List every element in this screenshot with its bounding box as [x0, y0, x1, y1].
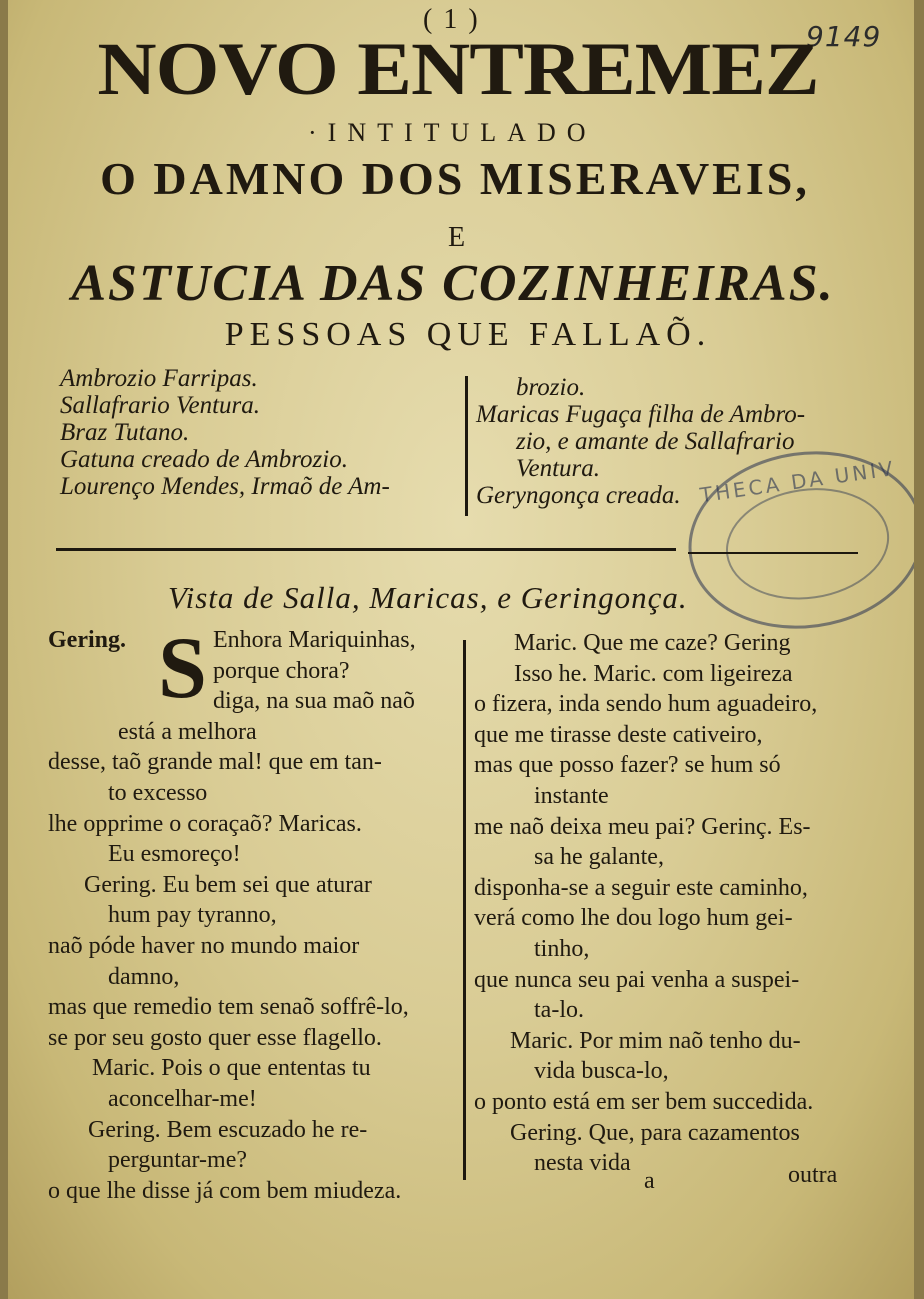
section-rule — [56, 548, 676, 551]
title-conjunction: E — [448, 222, 466, 253]
right-column — [474, 628, 874, 1179]
verse-line: Eu esmoreço! — [108, 841, 241, 868]
verse-line: desse, taõ grande mal! que em tan- — [48, 749, 382, 776]
verse-line: Maric. Por mim naõ tenho du- — [510, 1027, 801, 1054]
cast-item: Geryngonça creada. — [476, 482, 681, 509]
verse-line: Gering. Que, para cazamentos — [510, 1119, 800, 1146]
verse-line: está a melhora — [118, 718, 257, 745]
verse-line: Gering. Eu bem sei que aturar — [84, 871, 372, 898]
title-line2: O DAMNO DOS MISERAVEIS, — [100, 153, 810, 204]
verse-line: Maric. Pois o que ententas tu — [92, 1055, 371, 1082]
verse-line: mas que posso fazer? se hum só — [474, 752, 781, 779]
verse-line: o ponto está em ser bem succedida. — [474, 1088, 814, 1115]
cast-item: Maricas Fugaça filha de Ambro- — [476, 401, 806, 428]
cast-item: zio, e amante de Sallafrario — [516, 428, 795, 455]
verse-line: verá como lhe dou logo hum gei- — [474, 905, 793, 932]
first-speaker: Gering. — [48, 627, 126, 653]
verse-line: porque chora? — [212, 657, 350, 684]
cast-item: Ambrozio Farripas. — [60, 365, 258, 392]
column-divider — [463, 640, 466, 1180]
verse-line: hum pay tyranno, — [108, 902, 277, 929]
shelfmark: 9149 — [806, 20, 882, 53]
cast-list-left — [60, 365, 460, 500]
verse-line: Enhora Mariquinhas, — [212, 627, 416, 653]
drop-cap: S — [158, 625, 207, 717]
verse-line: lhe opprime o coraçaõ? Maricas. — [48, 810, 362, 837]
scene-heading: Vista de Salla, Maricas, e Geringonça. — [168, 580, 688, 615]
verse-line: vida busca-lo, — [534, 1058, 669, 1085]
verse-line: o fizera, inda sendo hum aguadeiro, — [474, 691, 818, 718]
verse-line: me naõ deixa meu pai? Gerinç. Es- — [474, 813, 811, 840]
verse-line: diga, na sua maõ naõ — [212, 688, 415, 715]
cast-item: Gatuna creado de Ambrozio. — [60, 446, 348, 473]
verse-line: disponha-se a seguir este caminho, — [474, 874, 808, 901]
cast-divider — [465, 376, 468, 516]
left-column — [48, 625, 463, 1206]
cast-item: Ventura. — [516, 455, 601, 482]
cast-item: Sallafrario Ventura. — [60, 392, 261, 419]
verse-line: perguntar-me? — [108, 1147, 248, 1174]
verse-line: sa he galante, — [534, 844, 664, 871]
verse-line: ta-lo. — [534, 997, 584, 1024]
verse-line: to excesso — [108, 779, 208, 806]
cast-item: Lourenço Mendes, Irmaõ de Am- — [60, 473, 390, 500]
verse-line: o que lhe disse já com bem miudeza. — [48, 1177, 402, 1204]
catchword: outra — [788, 1162, 838, 1188]
title-line3: ASTUCIA DAS COZINHEIRAS. — [71, 255, 835, 312]
verse-line: aconcelhar-me! — [108, 1085, 257, 1112]
verse-line: mas que remedio tem senaõ soffrê-lo, — [48, 994, 409, 1021]
verse-line: Gering. Bem escuzado he re- — [88, 1116, 368, 1143]
verse-line: Isso he. Maric. com ligeireza — [514, 660, 793, 687]
stamp-text: THECA DA UNIV — [698, 455, 898, 508]
book-page — [8, 0, 914, 1299]
cast-item: Braz Tutano. — [60, 419, 190, 446]
verse-line: que nunca seu pai venha a suspei- — [474, 966, 800, 993]
verse-line: se por seu gosto quer esse flagello. — [48, 1024, 382, 1051]
cast-heading: PESSOAS QUE FALLAÕ. — [224, 316, 712, 353]
verse-line: que me tirasse deste cativeiro, — [474, 721, 763, 748]
verse-line: Maric. Que me caze? Gering — [514, 630, 791, 656]
title-main: NOVO ENTREMEZ — [97, 26, 819, 111]
intitulado: ·INTITULADO — [308, 118, 597, 147]
verse-line: nesta vida — [534, 1150, 631, 1177]
verse-line: naõ póde haver no mundo maior — [48, 932, 360, 959]
cast-item: brozio. — [516, 374, 586, 401]
verse-line: tinho, — [534, 935, 590, 962]
signature-mark: a — [644, 1168, 655, 1194]
verse-line: instante — [534, 782, 609, 809]
section-rule-right — [688, 552, 858, 554]
page-number: ( 1 ) — [423, 4, 480, 35]
verse-line: damno, — [108, 963, 180, 990]
